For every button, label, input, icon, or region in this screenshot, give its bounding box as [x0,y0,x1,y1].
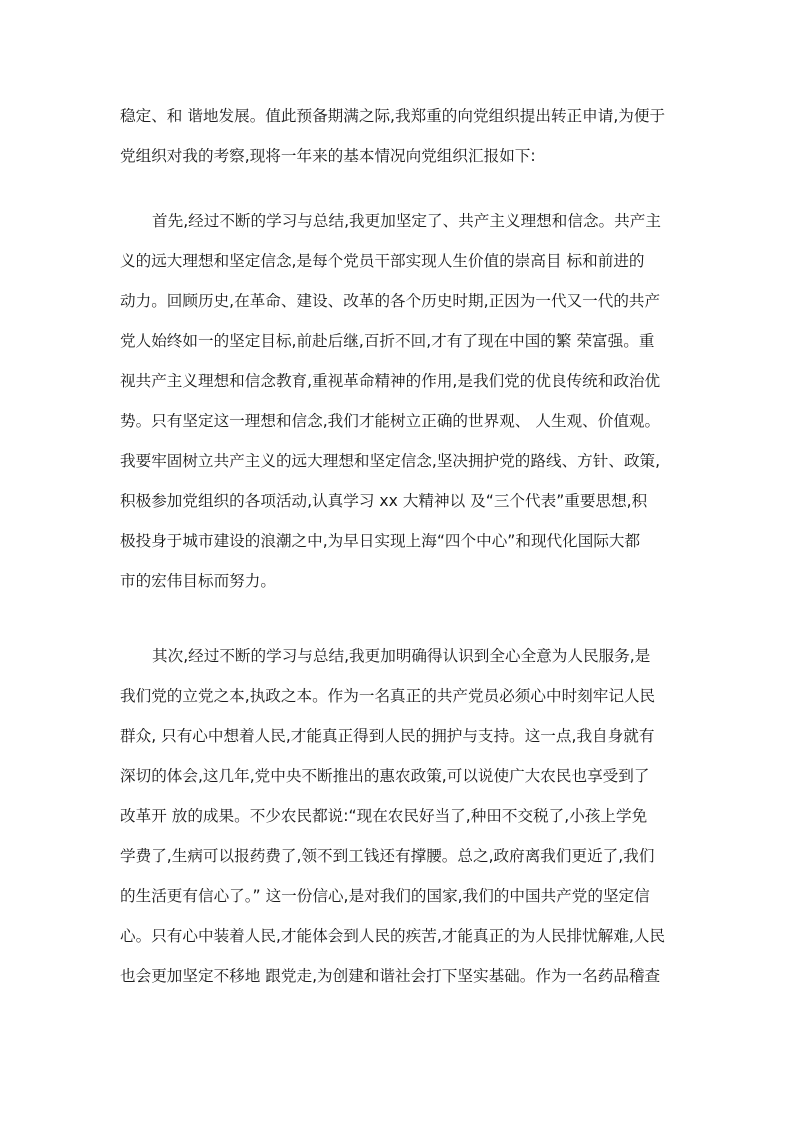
text-line: 群众, 只有心中想着人民,才能真正得到人民的拥护与支持。这一点,我自身就有 [120,727,655,745]
text-line: 极投身于城市建设的浪潮之中,为早日实现上海“四个中心”和现代化国际大都 [120,532,641,550]
text-line: 视共产主义理想和信念教育,重视革命精神的作用,是我们党的优良传统和政治优 [120,372,661,390]
text-line: 首先,经过不断的学习与总结,我更加坚定了、共产主义理想和信念。共产主 [152,212,661,230]
text-line: 稳定、和 谐地发展。值此预备期满之际,我郑重的向党组织提出转正申请,为便于 [120,107,666,125]
text-line: 学费了,生病可以报药费了,领不到工钱还有撑腰。总之,政府离我们更近了,我们 [120,847,655,865]
text-line: 市的宏伟目标而努力。 [120,572,276,590]
text-line: 动力。回顾历史,在革命、建设、改革的各个历史时期,正因为一代又一代的共产 [120,292,661,310]
text-line: 势。只有坚定这一理想和信念,我们才能树立正确的世界观、 人生观、价值观。 [120,412,661,430]
text-line: 我要牢固树立共产主义的远大理想和坚定信念,坚决拥护党的路线、方针、政策, [120,452,661,470]
text-line: 党人始终如一的坚定目标,前赴后继,百折不回,才有了现在中国的繁 荣富强。重 [120,332,655,350]
text-line: 我们党的立党之本,执政之本。作为一名真正的共产党员必须心中时刻牢记人民 [120,687,656,705]
text-line: 党组织对我的考察,现将一年来的基本情况向党组织汇报如下: [120,147,536,165]
text-line: 心。只有心中装着人民,才能体会到人民的疾苦,才能真正的为人民排忧解难,人民 [120,927,666,945]
text-line: 义的远大理想和坚定信念,是每个党员干部实现人生价值的崇高目 标和前进的 [120,252,645,270]
text-line: 的生活更有信心了。” 这一份信心,是对我们的国家,我们的中国共产党的坚定信 [120,887,650,905]
text-line: 也会更加坚定不移地 跟党走,为创建和谐社会打下坚实基础。作为一名药品稽查 [120,967,661,985]
text-line: 积极参加党组织的各项活动,认真学习 xx 大精神以 及“三个代表”重要思想,积 [120,492,648,510]
text-line: 改革开 放的成果。不少农民都说:“现在农民好当了,种田不交税了,小孩上学免 [120,807,648,825]
text-line: 深切的体会,这几年,党中央不断推出的惠农政策,可以说使广大农民也享受到了 [120,767,650,785]
text-line: 其次,经过不断的学习与总结,我更加明确得认识到全心全意为人民服务,是 [152,647,651,665]
